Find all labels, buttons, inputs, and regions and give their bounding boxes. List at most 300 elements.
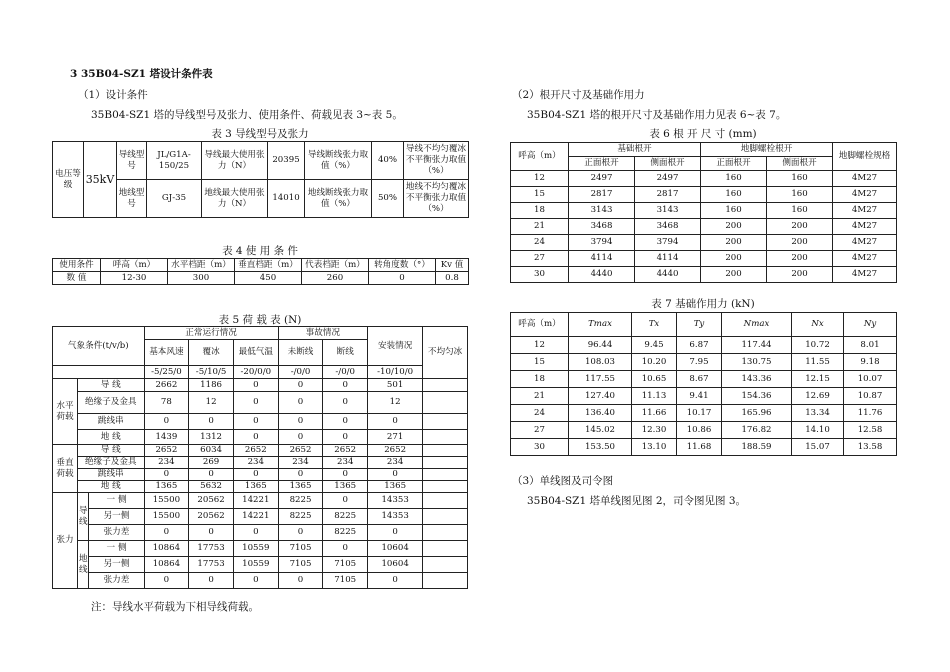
col-wind: 基本风速 (144, 340, 189, 366)
row-label: 导 线 (77, 379, 144, 392)
t6-cell: 200 (701, 219, 767, 235)
value-cell: 14221 (233, 509, 278, 525)
t6-cell: 2497 (635, 171, 701, 187)
t7-cell: 9.18 (844, 354, 897, 371)
table-header-row (511, 313, 897, 337)
value-cell: 7105 (278, 541, 323, 557)
table-row (511, 187, 897, 203)
empty-cell (423, 481, 468, 493)
conductor-max-label: 导线最大使用张力（N） (202, 142, 268, 180)
t6-sub: 正面根开 (701, 157, 767, 171)
table-row (53, 557, 468, 573)
vertical-label: 垂直荷载 (53, 445, 78, 493)
t6-cell: 15 (511, 187, 569, 203)
t6-cell: 4M27 (833, 187, 897, 203)
ground-label: 地线 (77, 541, 88, 589)
t4-cell: 0 (369, 272, 436, 285)
t6-cell: 200 (701, 267, 767, 283)
conductor-type-label: 导线型号 (117, 142, 147, 180)
t4-cell: 260 (302, 272, 369, 285)
table-row (511, 388, 897, 405)
t7-cell: 153.50 (569, 439, 632, 456)
conductor-break: 40% (372, 142, 404, 180)
t4-cell: 300 (168, 272, 235, 285)
value-cell: 15500 (144, 493, 189, 509)
t6-cell: 3794 (569, 235, 635, 251)
t6-cell: 200 (701, 235, 767, 251)
value-cell: 0 (233, 392, 278, 414)
t6-base-label: 基础根开 (569, 143, 701, 157)
conductor-type: JL/G1A-150/25 (147, 142, 202, 180)
value-cell: 7105 (278, 557, 323, 573)
empty-cell (423, 493, 468, 509)
t7-cell: 12.15 (792, 371, 844, 388)
t6-cell: 18 (511, 203, 569, 219)
value-cell: 0 (144, 414, 189, 430)
table6-caption: 表 6 根 开 尺 寸 (mm) (649, 128, 757, 140)
t7-cell: 30 (511, 439, 569, 456)
empty-cell (423, 557, 468, 573)
conductor-max: 20395 (268, 142, 305, 180)
empty-cell (423, 414, 468, 430)
t7-cell: 188.59 (722, 439, 792, 456)
value-cell: 2652 (323, 445, 368, 457)
cond-value: -/0/0 (278, 366, 323, 379)
t7-cell: 8.01 (844, 337, 897, 354)
t6-cell: 200 (701, 251, 767, 267)
t7-header: Nmax (722, 313, 792, 337)
t4-header: 水平档距（m） (168, 259, 235, 272)
t7-cell: 145.02 (569, 422, 632, 439)
subheading-foundation: （2）根开尺寸及基础作用力 (512, 89, 645, 101)
t7-cell: 11.76 (844, 405, 897, 422)
value-cell: 0 (323, 414, 368, 430)
t7-cell: 154.36 (722, 388, 792, 405)
table4 (52, 258, 469, 285)
t7-cell: 130.75 (722, 354, 792, 371)
t6-cell: 12 (511, 171, 569, 187)
table-row (53, 414, 468, 430)
value-cell: 0 (189, 573, 234, 589)
ground-uneven-label: 地线不均匀覆冰不平衡张力取值（%） (404, 180, 469, 218)
t7-cell: 11.68 (677, 439, 722, 456)
row-label: 张力差 (89, 525, 144, 541)
t6-sub: 侧面根开 (635, 157, 701, 171)
t7-header: Nx (792, 313, 844, 337)
table-row (53, 469, 468, 481)
t6-spec-label: 地脚螺栓规格 (833, 143, 897, 171)
value-cell: 0 (368, 414, 423, 430)
t7-cell: 14.10 (792, 422, 844, 439)
value-cell: 6034 (189, 445, 234, 457)
t6-cell: 4440 (635, 267, 701, 283)
t7-cell: 12.69 (792, 388, 844, 405)
table-row (53, 573, 468, 589)
value-cell: 0 (278, 469, 323, 481)
value-cell: 0 (278, 573, 323, 589)
value-cell: 7105 (323, 573, 368, 589)
empty-cell (423, 469, 468, 481)
t7-cell: 176.82 (722, 422, 792, 439)
t6-cell: 3794 (635, 235, 701, 251)
t6-sub: 正面根开 (569, 157, 635, 171)
t6-cell: 30 (511, 267, 569, 283)
value-cell: 8225 (278, 493, 323, 509)
cond-value: -5/10/5 (189, 366, 234, 379)
t6-cell: 160 (701, 171, 767, 187)
horizontal-label: 水平荷载 (53, 379, 78, 445)
conductor-uneven-label: 导线不均匀覆冰不平衡张力取值（%） (404, 142, 469, 180)
table-row (53, 525, 468, 541)
value-cell: 15500 (144, 509, 189, 525)
cond-values-spacer (53, 366, 145, 379)
value-cell: 234 (323, 457, 368, 469)
empty-cell (423, 541, 468, 557)
value-cell: 0 (189, 414, 234, 430)
value-cell: 7105 (323, 557, 368, 573)
t7-cell: 12.30 (632, 422, 677, 439)
table-row (53, 430, 468, 445)
t7-cell: 10.07 (844, 371, 897, 388)
table-row (53, 379, 468, 392)
table5 (52, 326, 468, 589)
value-cell: 1365 (144, 481, 189, 493)
row-label: 导 线 (77, 445, 144, 457)
row-label: 地 线 (77, 430, 144, 445)
t7-cell: 117.55 (569, 371, 632, 388)
empty-cell (423, 392, 468, 414)
paragraph-design-conditions: 35B04-SZ1 塔的导线型号及张力、使用条件、荷载见表 3~表 5。 (91, 109, 403, 121)
voltage-label: 电压等级 (53, 142, 84, 218)
table-row (511, 203, 897, 219)
value-cell: 12 (368, 392, 423, 414)
value-cell: 234 (233, 457, 278, 469)
value-cell: 17753 (189, 541, 234, 557)
t7-cell: 10.20 (632, 354, 677, 371)
t7-cell: 13.10 (632, 439, 677, 456)
t6-cell: 4M27 (833, 235, 897, 251)
value-cell: 234 (368, 457, 423, 469)
t6-cell: 2817 (569, 187, 635, 203)
row-label: 另一侧 (89, 509, 144, 525)
table-row (511, 371, 897, 388)
row-label: 跳线串 (77, 469, 144, 481)
row-label: 张力差 (89, 573, 144, 589)
t7-cell: 11.66 (632, 405, 677, 422)
value-cell: 1365 (233, 481, 278, 493)
value-cell: 0 (323, 469, 368, 481)
value-cell: 0 (144, 573, 189, 589)
t7-cell: 27 (511, 422, 569, 439)
table4-caption: 表 4 使 用 条 件 (222, 245, 298, 257)
t6-cell: 160 (767, 203, 833, 219)
col-lowtemp: 最低气温 (233, 340, 278, 366)
value-cell: 0 (323, 430, 368, 445)
col-broken: 断线 (323, 340, 368, 366)
t6-cell: 3143 (635, 203, 701, 219)
table5-note: 注：导线水平荷载为下相导线荷载。 (91, 601, 259, 613)
value-cell: 2652 (368, 445, 423, 457)
t4-header: 呼高（m） (101, 259, 168, 272)
value-cell: 14221 (233, 493, 278, 509)
t7-cell: 9.45 (632, 337, 677, 354)
table6 (510, 142, 897, 283)
t4-header: 垂直档距（m） (235, 259, 302, 272)
normal-label: 正常运行情况 (144, 327, 278, 340)
cond-value: -/0/0 (323, 366, 368, 379)
ground-type: GJ-35 (147, 180, 202, 218)
value-cell: 10864 (144, 541, 189, 557)
value-cell: 0 (278, 525, 323, 541)
row-label: 绝缘子及金具 (77, 457, 144, 469)
row-label: 另一侧 (89, 557, 144, 573)
accident-label: 事故情况 (278, 327, 367, 340)
t6-cell: 3143 (569, 203, 635, 219)
table-row (511, 171, 897, 187)
t7-cell: 11.55 (792, 354, 844, 371)
value-cell: 78 (144, 392, 189, 414)
table-row (53, 481, 468, 493)
paragraph-foundation: 35B04-SZ1 塔的根开尺寸及基础作用力见表 6~表 7。 (527, 109, 787, 121)
value-cell: 1365 (278, 481, 323, 493)
table3 (52, 141, 469, 218)
table-row (511, 422, 897, 439)
t6-cell: 160 (701, 187, 767, 203)
t6-cell: 4M27 (833, 219, 897, 235)
row-label: 跳线串 (77, 414, 144, 430)
conductor-label: 导线 (77, 493, 88, 541)
value-cell: 10559 (233, 557, 278, 573)
t4-header: 代表档距（m） (302, 259, 369, 272)
value-cell: 0 (233, 379, 278, 392)
t7-header: 呼高（m） (511, 313, 569, 337)
empty-cell (423, 430, 468, 445)
t7-cell: 12 (511, 337, 569, 354)
table-row (511, 439, 897, 456)
table-row (53, 493, 468, 509)
value-cell: 0 (323, 379, 368, 392)
t6-cell: 2497 (569, 171, 635, 187)
value-cell: 0 (368, 525, 423, 541)
row-label: 绝缘子及金具 (77, 392, 144, 414)
row-label: 一 侧 (89, 541, 144, 557)
value-cell: 10604 (368, 541, 423, 557)
table-row (511, 337, 897, 354)
empty-cell (423, 445, 468, 457)
t6-cell: 4114 (635, 251, 701, 267)
t7-cell: 96.44 (569, 337, 632, 354)
value-cell: 0 (278, 430, 323, 445)
t6-cell: 160 (767, 187, 833, 203)
t7-cell: 136.40 (569, 405, 632, 422)
value-cell: 0 (233, 525, 278, 541)
table-row (511, 251, 897, 267)
conductor-break-label: 导线断线张力取值（%） (305, 142, 372, 180)
row-label: 一 侧 (89, 493, 144, 509)
t7-cell: 18 (511, 371, 569, 388)
value-cell: 0 (144, 469, 189, 481)
value-cell: 0 (144, 525, 189, 541)
value-cell: 8225 (278, 509, 323, 525)
value-cell: 0 (233, 430, 278, 445)
value-cell: 0 (323, 392, 368, 414)
t7-header: Ty (677, 313, 722, 337)
t7-cell: 9.41 (677, 388, 722, 405)
subheading-diagrams: （3）单线图及司令图 (512, 475, 614, 487)
t6-cell: 200 (767, 267, 833, 283)
ground-break-label: 地线断线张力取值（%） (305, 180, 372, 218)
table-row (53, 457, 468, 469)
t6-bolt-label: 地脚螺栓根开 (701, 143, 833, 157)
t7-cell: 117.44 (722, 337, 792, 354)
t7-cell: 127.40 (569, 388, 632, 405)
t4-header: 转角度数（°） (369, 259, 436, 272)
t7-header: Tmax (569, 313, 632, 337)
value-cell: 0 (189, 469, 234, 481)
t7-cell: 143.36 (722, 371, 792, 388)
value-cell: 501 (368, 379, 423, 392)
table-row (511, 219, 897, 235)
row-label: 地 线 (77, 481, 144, 493)
t7-cell: 10.72 (792, 337, 844, 354)
t7-header: Tx (632, 313, 677, 337)
value-cell: 0 (233, 573, 278, 589)
ground-type-label: 地线型号 (117, 180, 147, 218)
t7-cell: 15.07 (792, 439, 844, 456)
t7-cell: 12.58 (844, 422, 897, 439)
value-cell: 12 (189, 392, 234, 414)
cond-value: -20/0/0 (233, 366, 278, 379)
table-row (53, 445, 468, 457)
table-row (511, 405, 897, 422)
ground-max: 14010 (268, 180, 305, 218)
value-cell: 1439 (144, 430, 189, 445)
value-cell: 14353 (368, 493, 423, 509)
table-row (53, 509, 468, 525)
t7-cell: 8.67 (677, 371, 722, 388)
t4-header: 使用条件 (53, 259, 101, 272)
t7-cell: 10.87 (844, 388, 897, 405)
value-cell: 0 (278, 414, 323, 430)
t6-cell: 160 (767, 171, 833, 187)
value-cell: 1186 (189, 379, 234, 392)
t6-cell: 4M27 (833, 203, 897, 219)
t6-cell: 21 (511, 219, 569, 235)
voltage-value: 35kV (84, 142, 117, 218)
table-row (511, 235, 897, 251)
t6-cell: 4114 (569, 251, 635, 267)
t7-cell: 21 (511, 388, 569, 405)
t7-cell: 13.58 (844, 439, 897, 456)
value-cell: 8225 (323, 509, 368, 525)
value-cell: 2652 (278, 445, 323, 457)
t6-cell: 2817 (635, 187, 701, 203)
table-row (53, 392, 468, 414)
empty-cell (423, 457, 468, 469)
t4-cell: 450 (235, 272, 302, 285)
value-cell: 0 (368, 469, 423, 481)
t4-cell: 12-30 (101, 272, 168, 285)
value-cell: 0 (323, 541, 368, 557)
install-label: 安装情况 (368, 327, 423, 366)
t6-cell: 4M27 (833, 267, 897, 283)
t6-sub: 侧面根开 (767, 157, 833, 171)
table7 (510, 312, 897, 456)
empty-cell (423, 379, 468, 392)
value-cell: 234 (278, 457, 323, 469)
paragraph-diagrams: 35B04-SZ1 塔单线图见图 2，司令图见图 3。 (527, 495, 747, 507)
value-cell: 20562 (189, 493, 234, 509)
t6-cell: 200 (767, 251, 833, 267)
value-cell: 17753 (189, 557, 234, 573)
value-cell: 0 (278, 392, 323, 414)
uneven-label: 不均匀冰 (423, 327, 468, 379)
t7-cell: 7.95 (677, 354, 722, 371)
value-cell: 14353 (368, 509, 423, 525)
cond-value: -10/10/0 (368, 366, 423, 379)
t6-height-label: 呼高（m） (511, 143, 569, 171)
t6-cell: 200 (767, 235, 833, 251)
value-cell: 0 (233, 469, 278, 481)
t6-cell: 4M27 (833, 251, 897, 267)
value-cell: 0 (278, 379, 323, 392)
t7-cell: 165.96 (722, 405, 792, 422)
t7-cell: 10.65 (632, 371, 677, 388)
value-cell: 1365 (323, 481, 368, 493)
value-cell: 20562 (189, 509, 234, 525)
value-cell: 8225 (323, 525, 368, 541)
t7-cell: 6.87 (677, 337, 722, 354)
ground-max-label: 地线最大使用张力（N） (202, 180, 268, 218)
t7-cell: 11.13 (632, 388, 677, 405)
value-cell: 10559 (233, 541, 278, 557)
t6-cell: 24 (511, 235, 569, 251)
t7-cell: 15 (511, 354, 569, 371)
value-cell: 269 (189, 457, 234, 469)
value-cell: 2652 (144, 445, 189, 457)
table7-caption: 表 7 基础作用力 (kN) (651, 298, 755, 310)
t7-cell: 10.86 (677, 422, 722, 439)
value-cell: 0 (189, 525, 234, 541)
tension-label: 张力 (53, 493, 78, 589)
t4-cell: 0.8 (436, 272, 469, 285)
value-cell: 1365 (368, 481, 423, 493)
t7-header: Ny (844, 313, 897, 337)
table-row (511, 354, 897, 371)
t6-cell: 4M27 (833, 171, 897, 187)
value-cell: 1312 (189, 430, 234, 445)
t6-cell: 27 (511, 251, 569, 267)
empty-cell (423, 573, 468, 589)
t6-cell: 200 (767, 219, 833, 235)
value-cell: 10864 (144, 557, 189, 573)
t7-cell: 108.03 (569, 354, 632, 371)
t7-cell: 13.34 (792, 405, 844, 422)
section-heading: 3 35B04-SZ1 塔设计条件表 (70, 68, 213, 80)
t7-cell: 10.17 (677, 405, 722, 422)
t6-cell: 160 (701, 203, 767, 219)
table-row (511, 267, 897, 283)
subheading-design-conditions: （1）设计条件 (78, 89, 148, 101)
col-unbroken: 未断线 (278, 340, 323, 366)
t6-cell: 3468 (635, 219, 701, 235)
value-cell: 10604 (368, 557, 423, 573)
t4-cell: 数 值 (53, 272, 101, 285)
value-cell: 0 (368, 573, 423, 589)
value-cell: 234 (144, 457, 189, 469)
table5-caption: 表 5 荷 载 表 (N) (218, 314, 302, 326)
t6-cell: 3468 (569, 219, 635, 235)
